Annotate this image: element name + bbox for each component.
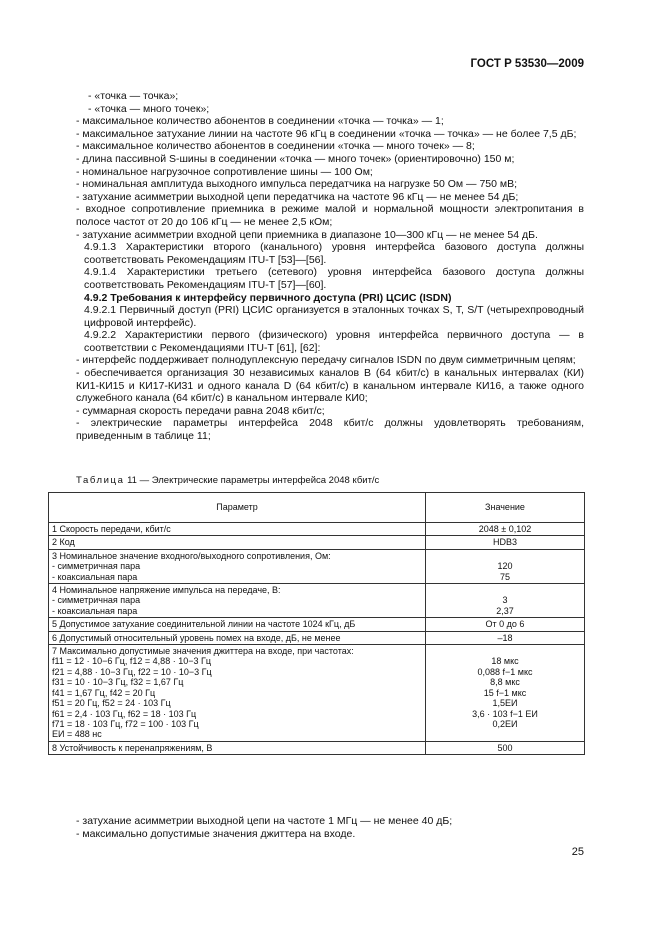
param-line: - коаксиальная пара <box>52 571 138 582</box>
table-caption-text: 11 — Электрические параметры интерфейса 2048 кбит/с <box>124 475 380 486</box>
page-number: 25 <box>571 846 584 858</box>
table-row <box>49 584 585 618</box>
paragraph-4-9-1-3: 4.9.1.3 Характеристики второго (канального) уровня интерфейса базового доступа должны соответствовать Рекомендациям ITU-T [53]—[56]. <box>84 241 584 266</box>
list-item: - максимальное количество абонентов в соединении «точка — точка» — 1; <box>76 115 444 128</box>
list-item: - входное сопротивление приемника в режиме малой и нормальной мощности электропитания в полосе частот от 20 до 106 кГц — не менее 2,5 кОм; <box>76 203 584 228</box>
list-item: - затухание асимметрии входной цепи приемника в диапазоне 10—300 кГц — не менее 54 дБ. <box>76 228 538 241</box>
value-cell <box>426 645 585 742</box>
jitter-frequency-line: f11 = 12 · 10−6 Гц, f12 = 4,88 · 10−3 Гц <box>52 656 211 667</box>
document-header: ГОСТ Р 53530—2009 <box>470 58 584 70</box>
param-line: ЕИ = 488 нс <box>52 729 102 740</box>
param-line: 3 Номинальное значение входного/выходного сопротивления, Ом: <box>52 550 331 561</box>
list-item: - «точка — много точек»; <box>88 102 210 115</box>
jitter-value-line: 1,5ЕИ <box>492 698 518 709</box>
paragraph-4-9-2-1: 4.9.2.1 Первичный доступ (PRI) ЦСИС организуется в эталонных точках S, T, S/T (четырехпроводный цифровой интерфейс). <box>84 304 584 329</box>
value-cell <box>426 584 585 618</box>
param-line: 7 Максимально допустимые значения джиттера на входе, при частотах: <box>52 646 354 657</box>
param-cell <box>49 549 426 583</box>
paragraph-4-9-1-4: 4.9.1.4 Характеристики третьего (сетевого) уровня интерфейса базового доступа должны соответствовать Рекомендациям ITU-T [57]—[60]. <box>84 266 584 291</box>
column-header-value: Значение <box>426 493 585 523</box>
jitter-frequency-line: f21 = 4,88 · 10−3 Гц, f22 = 10 · 10−3 Гц <box>52 666 212 677</box>
list-item: - максимальное количество абонентов в соединении «точка — много точек» — 8; <box>76 140 475 153</box>
jitter-value-line: 3,6 · 103 f−1 ЕИ <box>472 708 538 719</box>
table-row <box>49 549 585 583</box>
jitter-frequency-line: f61 = 2,4 · 103 Гц, f62 = 18 · 103 Гц <box>52 708 197 719</box>
jitter-frequency-line: f41 = 1,67 Гц, f42 = 20 Гц <box>52 687 156 698</box>
param-cell: 1 Скорость передачи, кбит/с <box>49 523 426 536</box>
after-table-text <box>76 815 584 840</box>
list-item: - обеспечивается организация 30 независимых каналов B (64 кбит/с) в канальных интервалах (КИ) КИ1-КИ15 и КИ17-КИ31 и одного канала D (64 кбит/с) в канальном интервале КИ16, а также одного служебного канала (64 кбит/с) в канальном интервале КИ0; <box>76 367 584 405</box>
table-row <box>49 536 585 549</box>
value-line: 2,37 <box>496 605 514 616</box>
value-cell: 500 <box>426 741 585 754</box>
paragraph-4-9-2-2: 4.9.2.2 Характеристики первого (физического) уровня интерфейса первичного доступа — в соответствии с Рекомендациями ITU-T [61], [62]: <box>84 329 584 354</box>
list-item: - «точка — точка»; <box>88 90 179 102</box>
list-item: - суммарная скорость передачи равна 2048 кбит/с; <box>76 404 325 417</box>
value-line: 75 <box>499 571 510 582</box>
table-row <box>49 523 585 536</box>
list-item: - длина пассивной S-шины в соединении «точка — много точек» (ориентировочно) 150 м; <box>76 152 515 165</box>
table-caption-word: Таблица <box>76 475 125 486</box>
list-item: - максимально допустимые значения джиттера на входе. <box>76 827 356 840</box>
value-cell: 2048 ± 0,102 <box>426 523 585 536</box>
param-line: - симметричная пара <box>52 561 141 572</box>
jitter-frequency-line: f31 = 10 · 10−3 Гц, f32 = 1,67 Гц <box>52 677 184 688</box>
value-line: 3 <box>502 595 508 606</box>
value-cell: –18 <box>426 631 585 644</box>
list-item: - максимальное затухание линии на частоте 96 кГц в соединении «точка — точка» — не более 7,5 дБ; <box>76 127 577 140</box>
list-item: - затухание асимметрии выходной цепи на частоте 1 МГц — не менее 40 дБ; <box>76 815 453 827</box>
body-text <box>76 90 584 443</box>
value-cell <box>426 549 585 583</box>
list-item: - номинальное нагрузочное сопротивление шины — 100 Ом; <box>76 165 373 178</box>
value-cell: HDB3 <box>426 536 585 549</box>
jitter-frequency-line: f51 = 20 Гц, f52 = 24 · 103 Гц <box>52 698 171 709</box>
table-row <box>49 741 585 754</box>
jitter-value-line: 15 f−1 мкс <box>483 687 527 698</box>
jitter-value-line: 0,088 f−1 мкс <box>477 666 533 677</box>
param-cell: 5 Допустимое затухание соединительной линии на частоте 1024 кГц, дБ <box>49 618 426 631</box>
param-cell: 8 Устойчивость к перенапряжениям, В <box>49 741 426 754</box>
list-item: - интерфейс поддерживает полнодуплексную передачу сигналов ISDN по двум симметричным цепям; <box>76 354 576 367</box>
section-heading-4-9-2: 4.9.2 Требования к интерфейсу первичного доступа (PRI) ЦСИС (ISDN) <box>84 291 452 304</box>
list-item: - затухание асимметрии выходной цепи передатчика на частоте 96 кГц — не менее 54 дБ; <box>76 190 519 203</box>
jitter-value-line: 8,8 мкс <box>490 677 520 688</box>
param-line: - симметричная пара <box>52 595 141 606</box>
table-caption <box>76 475 379 486</box>
column-header-parameter: Параметр <box>49 493 426 523</box>
table-row <box>49 645 585 742</box>
table-row <box>49 618 585 631</box>
list-item: - номинальная амплитуда выходного импульса передатчика на нагрузке 50 Ом — 750 мВ; <box>76 178 518 191</box>
param-cell: 2 Код <box>49 536 426 549</box>
table-row <box>49 631 585 644</box>
param-line: - коаксиальная пара <box>52 605 138 616</box>
jitter-value-line: 18 мкс <box>491 656 519 667</box>
value-line <box>429 646 581 656</box>
param-cell <box>49 645 426 742</box>
table-header-row <box>49 493 585 523</box>
list-item: - электрические параметры интерфейса 2048 кбит/с должны удовлетворять требованиям, приведенным в таблице 11; <box>76 417 584 443</box>
param-cell <box>49 584 426 618</box>
param-line: 4 Номинальное напряжение импульса на передаче, В: <box>52 585 281 596</box>
param-cell: 6 Допустимый относительный уровень помех на входе, дБ, не менее <box>49 631 426 644</box>
value-line: 120 <box>497 561 513 572</box>
jitter-value-line: 0,2ЕИ <box>492 718 518 729</box>
parameters-table <box>48 492 585 755</box>
jitter-frequency-line: f71 = 18 · 103 Гц, f72 = 100 · 103 Гц <box>52 718 199 729</box>
value-cell: От 0 до 6 <box>426 618 585 631</box>
